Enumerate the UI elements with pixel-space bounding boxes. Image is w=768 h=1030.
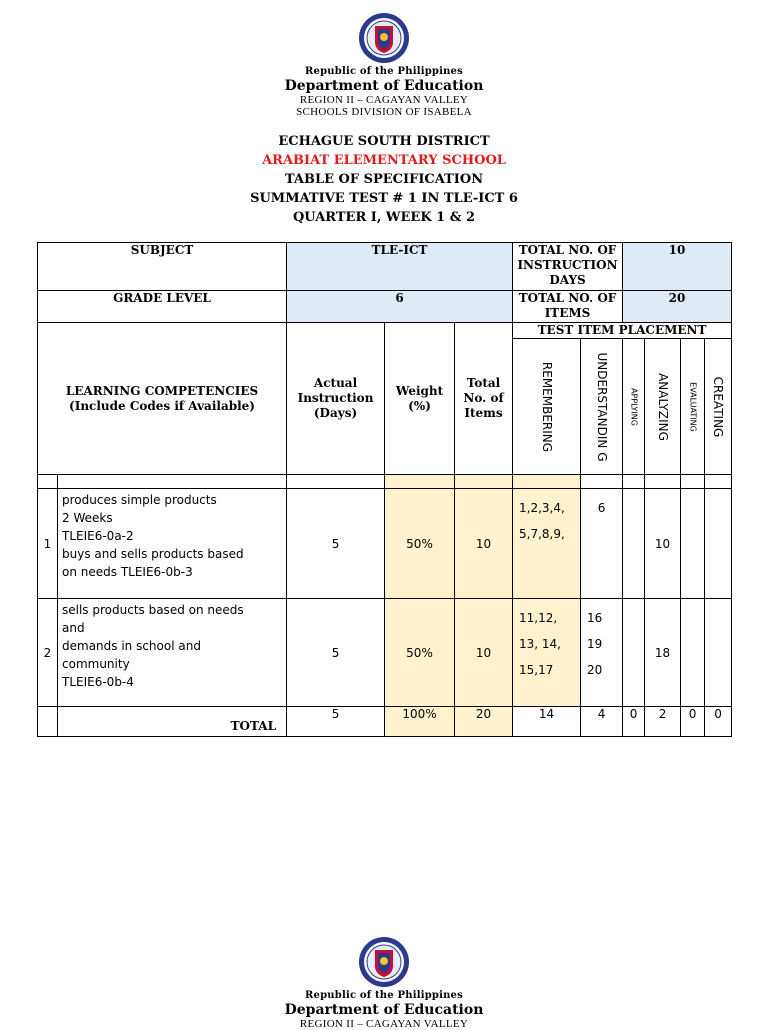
- total-items-label: TOTAL NO. OF ITEMS: [513, 291, 623, 323]
- remembering-cell: 1,2,3,4, 5,7,8,9,: [513, 489, 581, 599]
- analyzing-cell: 18: [645, 599, 681, 707]
- grade-value: 6: [287, 291, 513, 323]
- deped-seal-icon: [356, 936, 412, 988]
- total-row: [38, 707, 732, 737]
- table-row: [38, 599, 732, 707]
- instruction-days-label: TOTAL NO. OF INSTRUCTION DAYS: [513, 243, 623, 291]
- days-cell: 5: [287, 599, 385, 707]
- row-number: 1: [38, 489, 58, 599]
- quarter-title: QUARTER I, WEEK 1 & 2: [292, 210, 476, 225]
- grade-label: GRADE LEVEL: [38, 291, 287, 323]
- creating-cell: [705, 489, 732, 599]
- total-analyzing: 2: [645, 707, 681, 737]
- total-evaluating: 0: [681, 707, 705, 737]
- days-cell: 5: [287, 489, 385, 599]
- level-applying: APPLYING: [623, 339, 645, 475]
- region-text: REGION II – CAGAYAN VALLEY: [299, 1018, 469, 1030]
- level-creating: CREATING: [705, 339, 732, 475]
- total-applying: 0: [623, 707, 645, 737]
- competencies-header: LEARNING COMPETENCIES (Include Codes if Available): [38, 323, 287, 475]
- competency-cell: sells products based on needs and demands in school and community TLEIE6-0b-4: [58, 599, 287, 707]
- instruction-days-value: 10: [623, 243, 732, 291]
- days-header: Actual Instruction (Days): [287, 323, 385, 475]
- applying-cell: [623, 599, 645, 707]
- test-title: SUMMATIVE TEST # 1 IN TLE-ICT 6: [250, 191, 518, 206]
- understanding-cell: 16 19 20: [581, 599, 623, 707]
- region-text: REGION II – CAGAYAN VALLEY: [299, 94, 469, 106]
- total-weight: 100%: [385, 707, 455, 737]
- evaluating-cell: [681, 599, 705, 707]
- deped-seal-icon: [356, 12, 412, 64]
- total-remembering: 14: [513, 707, 581, 737]
- weight-header: Weight (%): [385, 323, 455, 475]
- department-text: Department of Education: [284, 78, 484, 94]
- letterhead-bottom: [0, 936, 768, 1030]
- total-label: TOTAL: [58, 707, 287, 737]
- level-evaluating: EVALUATING: [681, 339, 705, 475]
- items-header: Total No. of Items: [455, 323, 513, 475]
- creating-cell: [705, 599, 732, 707]
- letterhead-top: [0, 12, 768, 118]
- total-days: 5: [287, 707, 385, 737]
- level-remembering: REMEMBERING: [513, 339, 581, 475]
- department-text: Department of Education: [284, 1002, 484, 1018]
- analyzing-cell: 10: [645, 489, 681, 599]
- district-title: ECHAGUE SOUTH DISTRICT: [278, 134, 490, 149]
- level-understanding: UNDERSTANDIN G: [581, 339, 623, 475]
- republic-text: Republic of the Philippines: [305, 990, 463, 1001]
- total-creating: 0: [705, 707, 732, 737]
- applying-cell: [623, 489, 645, 599]
- total-items-value: 20: [623, 291, 732, 323]
- evaluating-cell: [681, 489, 705, 599]
- total-items: 20: [455, 707, 513, 737]
- remembering-cell: 11,12, 13, 14, 15,17: [513, 599, 581, 707]
- spacer-row: [38, 475, 732, 489]
- items-cell: 10: [455, 489, 513, 599]
- items-cell: 10: [455, 599, 513, 707]
- specification-table: [37, 242, 732, 737]
- weight-cell: 50%: [385, 599, 455, 707]
- understanding-cell: 6: [581, 489, 623, 599]
- subject-label: SUBJECT: [38, 243, 287, 291]
- competency-cell: produces simple products 2 Weeks TLEIE6-0a-2 buys and sells products based on needs TLEIE6-0b-3: [58, 489, 287, 599]
- document-titles: [0, 132, 768, 227]
- school-title: ARABIAT ELEMENTARY SCHOOL: [262, 153, 506, 168]
- level-analyzing: ANALYZING: [645, 339, 681, 475]
- total-understanding: 4: [581, 707, 623, 737]
- republic-text: Republic of the Philippines: [305, 66, 463, 77]
- table-row: [38, 489, 732, 599]
- subject-value: TLE-ICT: [287, 243, 513, 291]
- placement-header: TEST ITEM PLACEMENT: [513, 323, 732, 339]
- doc-title: TABLE OF SPECIFICATION: [284, 172, 484, 187]
- division-text: SCHOOLS DIVISION OF ISABELA: [296, 106, 472, 118]
- row-number: 2: [38, 599, 58, 707]
- weight-cell: 50%: [385, 489, 455, 599]
